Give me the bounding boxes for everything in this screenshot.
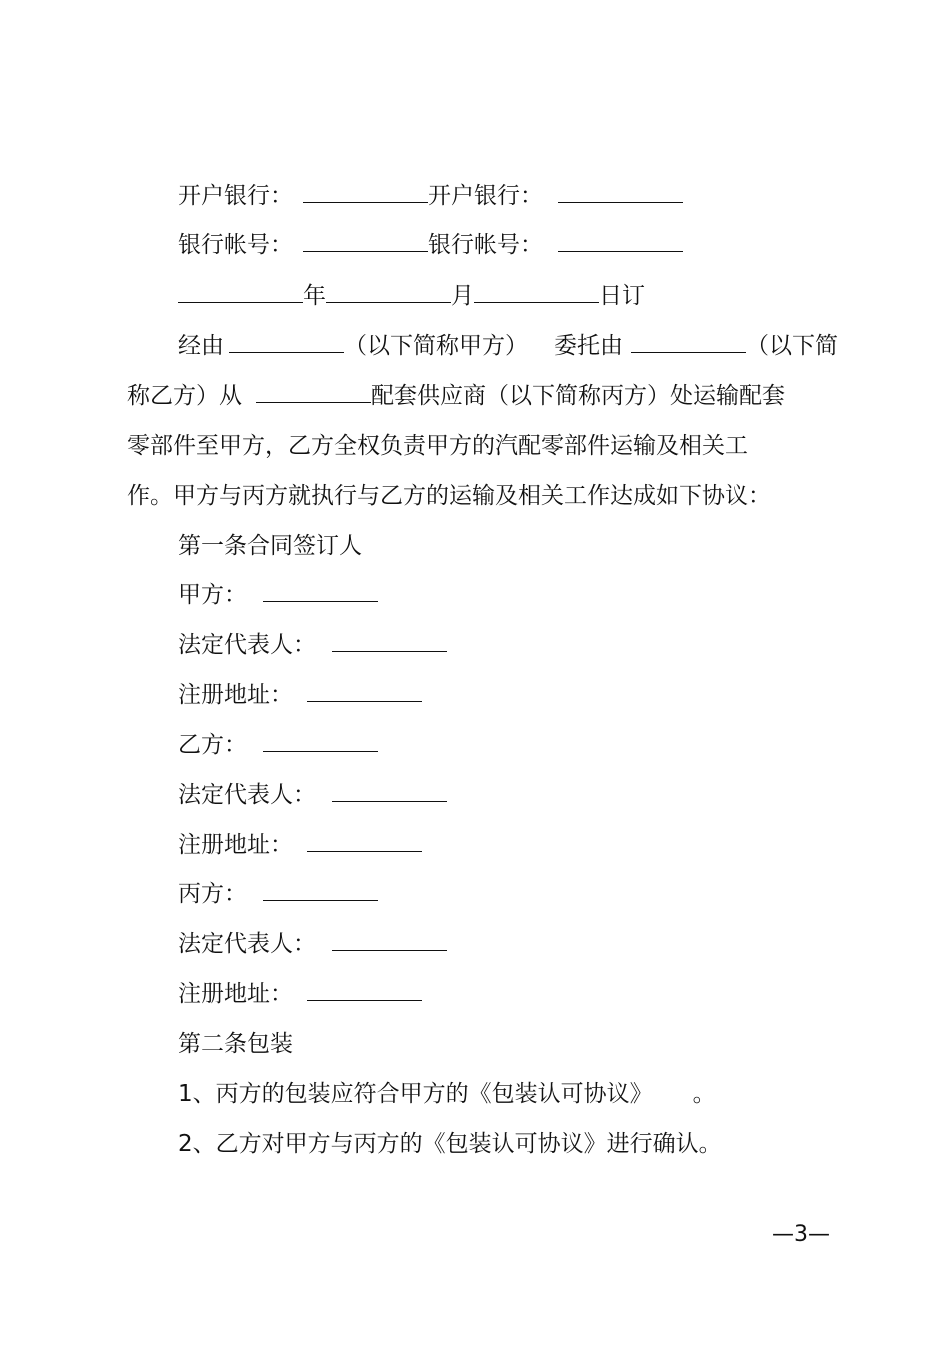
party-a-rep-blank [332,631,447,652]
party-c-rep-label: 法定代表人： [178,931,316,957]
party-c-addr-blank [307,980,422,1001]
bank-open-label-1: 开户银行： [178,183,293,209]
party-a-row [178,580,378,610]
intro-line-1 [178,331,838,361]
party-c-rep-blank [332,930,447,951]
party-b-name-blank [631,332,746,353]
intro-line-2 [127,381,785,411]
party-c-row [178,879,378,909]
year-label: 年 [303,283,326,309]
party-b-addr-label: 注册地址： [178,832,293,858]
party-a-rep-label: 法定代表人： [178,632,316,658]
party-b-rep-row [178,780,447,810]
article-2-title: 第二条包装 [178,1031,293,1057]
party-c-rep-row [178,929,447,959]
intro-line-3 [127,431,748,461]
party-a-name-blank [229,332,344,353]
item-1-period: 。 [692,1081,716,1107]
bank-open-blank-1 [303,182,428,203]
bank-open-row [178,181,683,211]
party-a-addr-blank [307,681,422,702]
bank-account-blank-2 [558,231,683,252]
party-c-blank [263,880,378,901]
article-1-title: 第一条合同签订人 [178,533,362,559]
item-1-text: 1、丙方的包装应符合甲方的《包装认可协议》 [178,1081,653,1107]
bank-account-blank-1 [303,231,428,252]
party-a-rep-row [178,630,447,660]
party-b-label: 乙方： [178,732,247,758]
page-number: —3— [772,1222,830,1247]
intro-text: （以下简称甲方） [344,333,528,359]
day-blank [474,282,599,303]
year-blank [178,282,303,303]
day-sign-label: 日订 [599,283,645,309]
party-a-addr-label: 注册地址： [178,682,293,708]
party-c-name-blank [256,382,371,403]
party-c-addr-label: 注册地址： [178,981,293,1007]
party-a-label: 甲方： [178,582,247,608]
party-b-blank [263,731,378,752]
party-b-rep-blank [332,781,447,802]
intro-text: 零部件至甲方，乙方全权负责甲方的汽配零部件运输及相关工 [127,433,748,459]
bank-account-row [178,230,683,260]
intro-line-4 [127,481,771,511]
party-b-rep-label: 法定代表人： [178,782,316,808]
article-2-item-1 [178,1079,716,1109]
party-a-addr-row [178,680,422,710]
intro-text: 经由 [178,333,224,359]
party-b-addr-row [178,830,422,860]
party-b-row [178,730,378,760]
bank-open-label-2: 开户银行： [428,183,543,209]
party-c-label: 丙方： [178,881,247,907]
article-2-item-2: 2、乙方对甲方与丙方的《包装认可协议》进行确认。 [178,1131,722,1157]
month-blank [326,282,451,303]
intro-text: （以下简 [746,333,838,359]
party-c-addr-row [178,979,422,1009]
bank-account-label-2: 银行帐号： [428,232,543,258]
intro-text: 委托由 [554,333,623,359]
bank-account-label-1: 银行帐号： [178,232,293,258]
party-a-blank [263,581,378,602]
intro-text: 称乙方）从 [127,383,242,409]
month-label: 月 [451,283,474,309]
intro-text: 作。甲方与丙方就执行与乙方的运输及相关工作达成如下协议： [127,483,771,509]
intro-text: 配套供应商（以下简称丙方）处运输配套 [371,383,785,409]
bank-open-blank-2 [558,182,683,203]
date-row [178,281,645,311]
party-b-addr-blank [307,831,422,852]
